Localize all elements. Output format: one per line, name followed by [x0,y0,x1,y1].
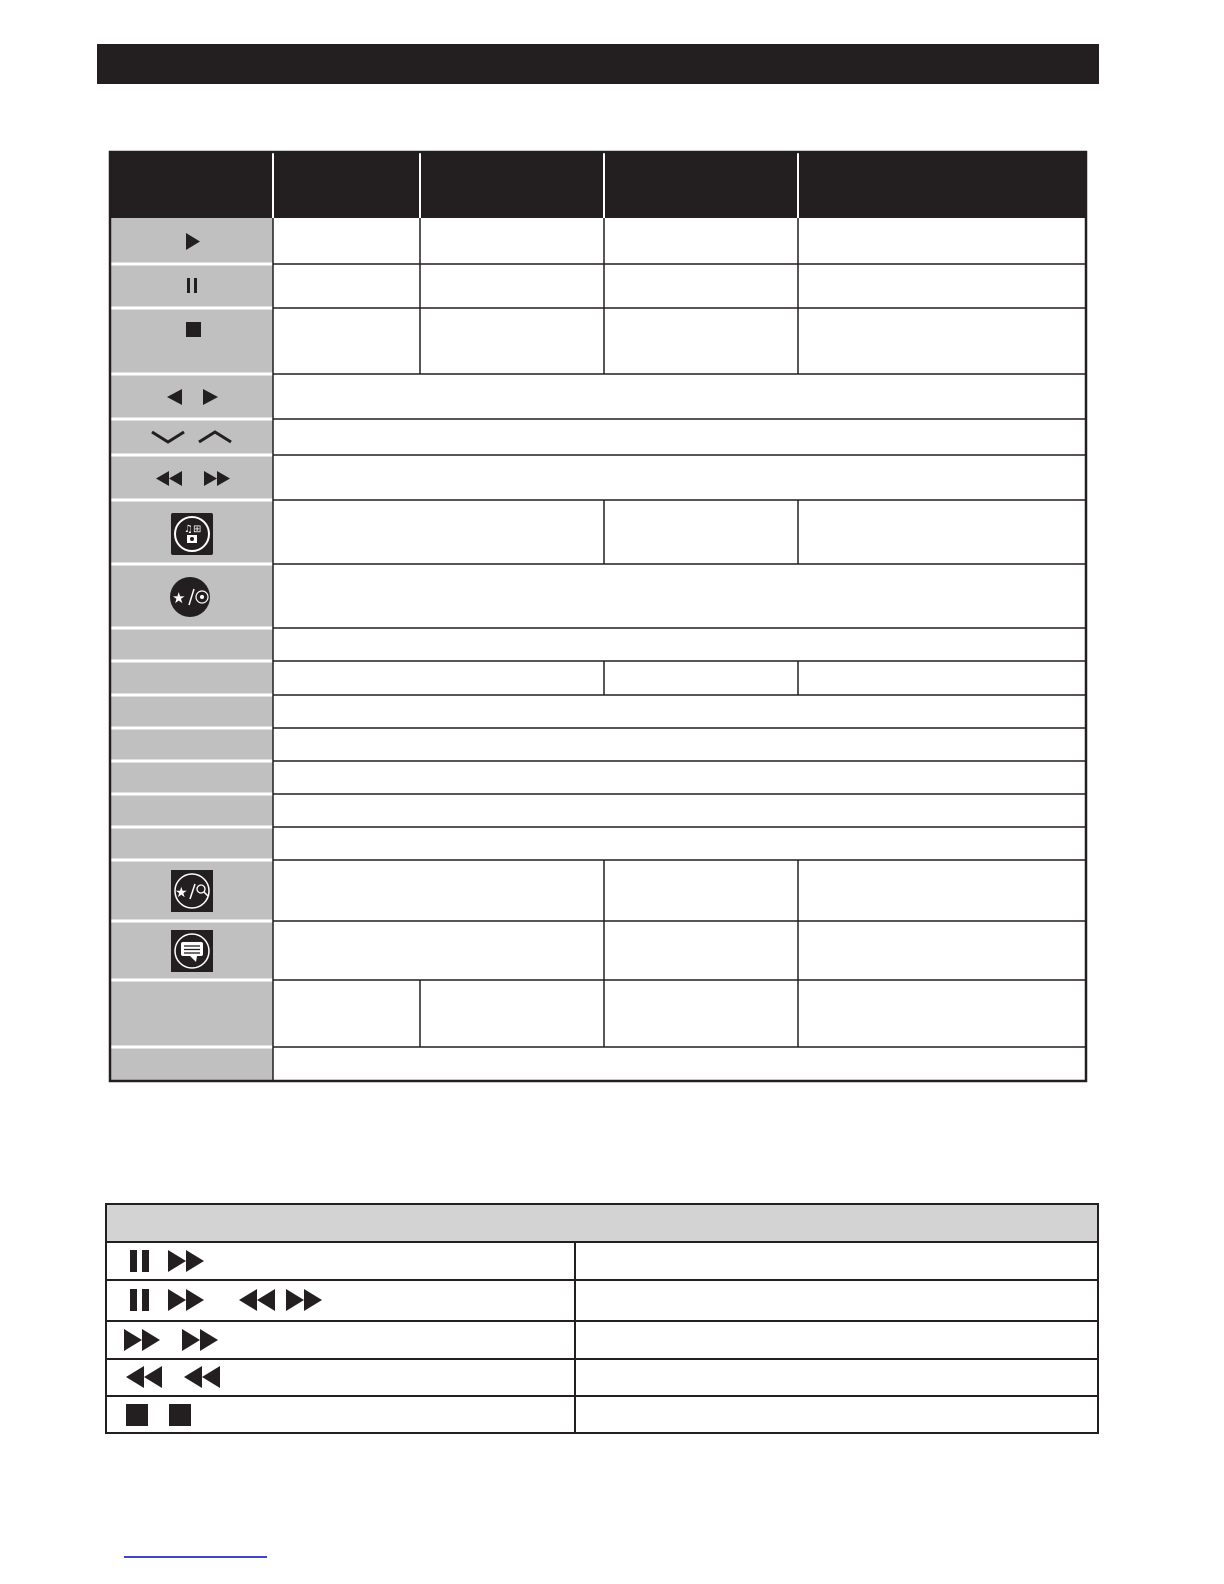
fast-forward-icon [168,1250,204,1272]
stop-icon [169,1404,191,1426]
fast-forward-icon [286,1289,322,1311]
fast-forward-icon [124,1329,160,1351]
rewind-icon [126,1366,162,1388]
footer-link-underline[interactable] [124,1556,267,1558]
fast-forward-icon [182,1329,218,1351]
trick-row-2-icons [130,1289,322,1311]
trick-row-5-icons [126,1404,191,1426]
rewind-icon [184,1366,220,1388]
fast-forward-icon [168,1289,204,1311]
trick-row-1-icons [130,1250,204,1272]
svg-text:♫: ♫ [184,524,193,535]
stop-icon [126,1404,148,1426]
trick-table-header [106,1204,1098,1242]
svg-text:⊞: ⊞ [193,524,202,535]
svg-text:★: ★ [172,589,186,607]
svg-text:★: ★ [175,885,188,901]
pause-icon [130,1289,149,1311]
pause-icon [130,1250,149,1272]
trick-row-3-icons [124,1329,218,1351]
trick-row-4-icons [126,1366,220,1388]
rewind-icon [239,1289,275,1311]
